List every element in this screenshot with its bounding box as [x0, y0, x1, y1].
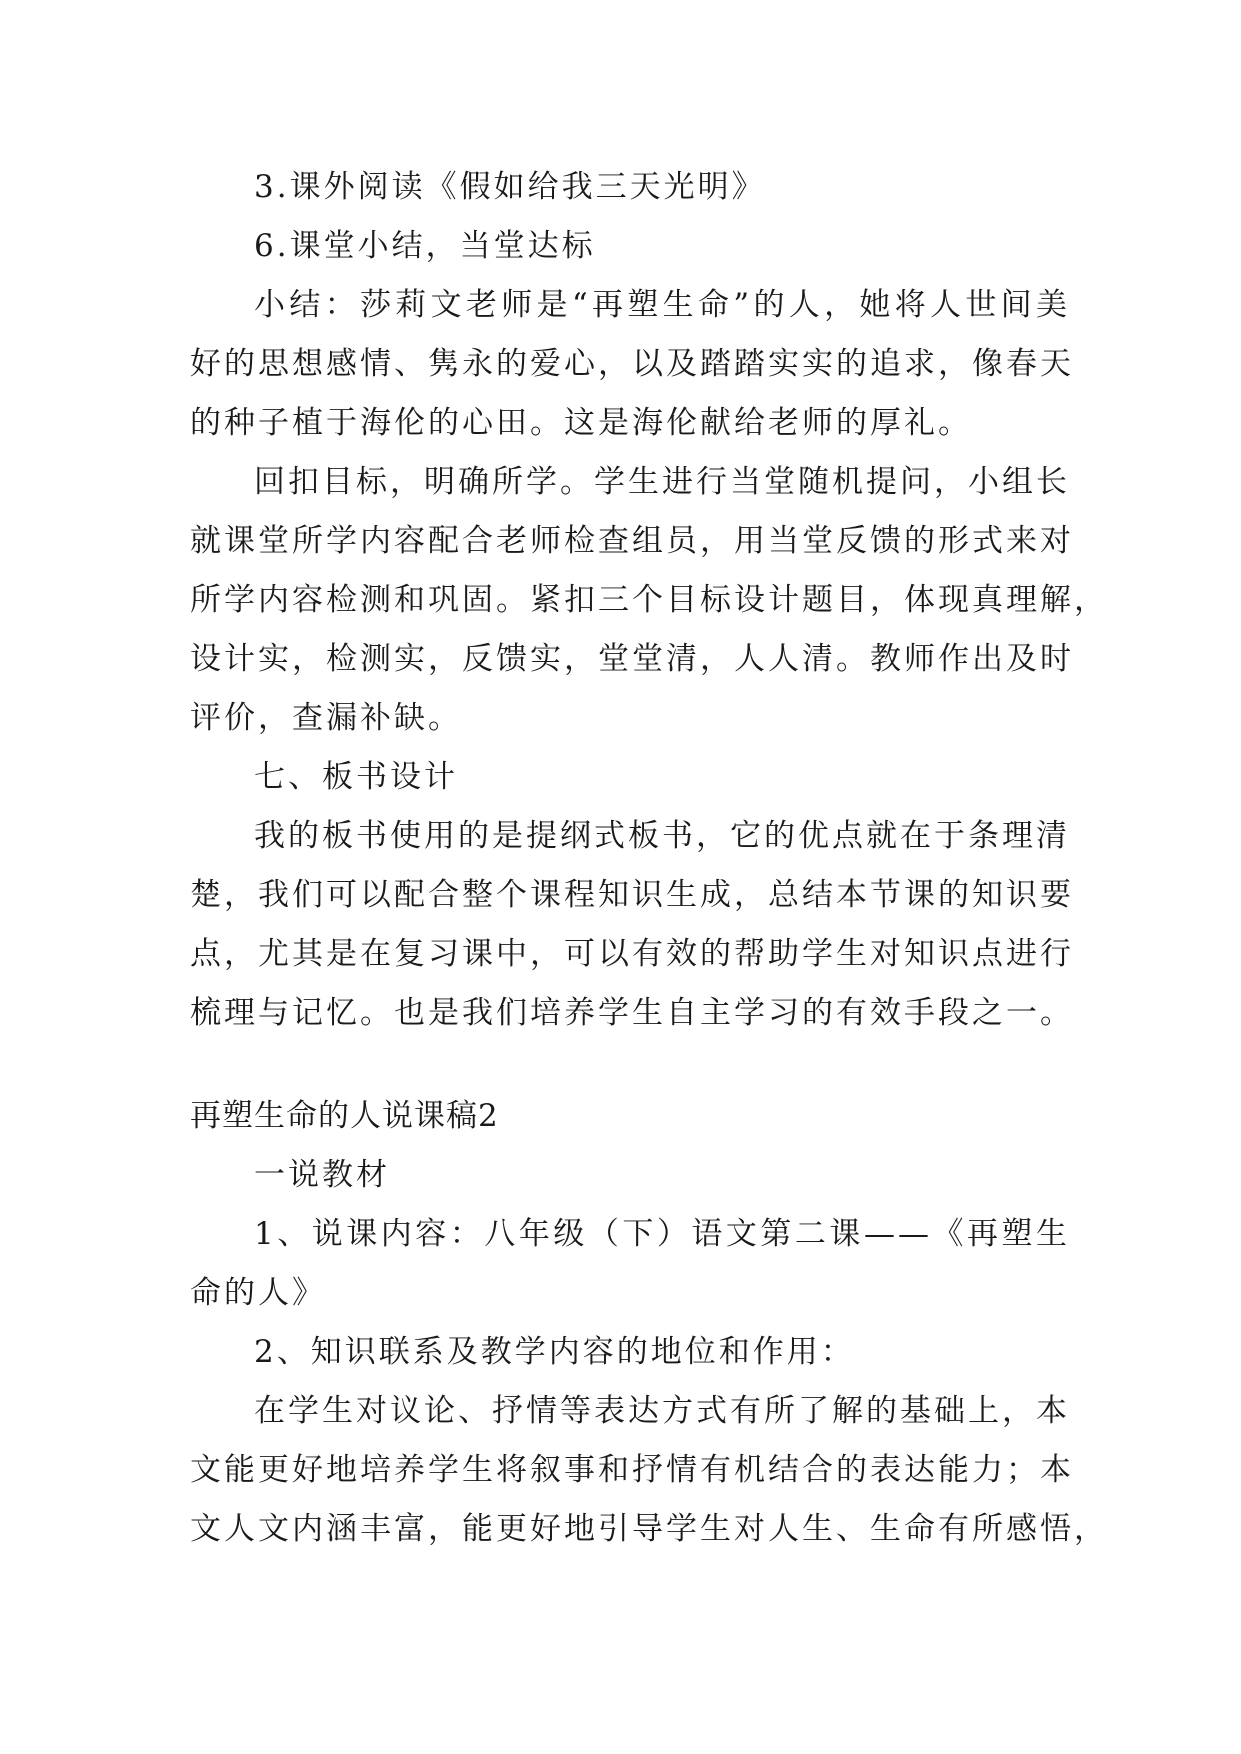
text-line: 所学内容检测和巩固。紧扣三个目标设计题目，体现真理解，	[190, 582, 1108, 618]
text-line: 小结：莎莉文老师是“再塑生命”的人，她将人世间美	[254, 287, 1070, 323]
document-title: 再塑生命的人说课稿2	[190, 1098, 499, 1134]
text-line: 评价，查漏补缺。	[190, 700, 462, 736]
text-line: 我的板书使用的是提纲式板书，它的优点就在于条理清	[254, 818, 1070, 854]
section-heading: 一说教材	[254, 1157, 390, 1193]
text-line: 6.课堂小结，当堂达标	[254, 228, 596, 264]
text-line: 梳理与记忆。也是我们培养学生自主学习的有效手段之一。	[190, 995, 1074, 1031]
text-line: 回扣目标，明确所学。学生进行当堂随机提问，小组长	[254, 464, 1070, 500]
text-line: 文人文内涵丰富，能更好地引导学生对人生、生命有所感悟，	[190, 1511, 1108, 1547]
text-line: 在学生对议论、抒情等表达方式有所了解的基础上，本	[254, 1393, 1070, 1429]
text-line: 的种子植于海伦的心田。这是海伦献给老师的厚礼。	[190, 405, 972, 441]
text-line: 楚，我们可以配合整个课程知识生成，总结本节课的知识要	[190, 877, 1074, 913]
text-line: 2、知识联系及教学内容的地位和作用：	[254, 1334, 855, 1370]
text-line: 设计实，检测实，反馈实，堂堂清，人人清。教师作出及时	[190, 641, 1074, 677]
text-line: 3.课外阅读《假如给我三天光明》	[254, 169, 766, 205]
text-line: 命的人》	[190, 1275, 326, 1311]
text-line: 就课堂所学内容配合老师检查组员，用当堂反馈的形式来对	[190, 523, 1074, 559]
text-line: 文能更好地培养学生将叙事和抒情有机结合的表达能力；本	[190, 1452, 1074, 1488]
text-line: 点，尤其是在复习课中，可以有效的帮助学生对知识点进行	[190, 936, 1074, 972]
section-heading: 七、板书设计	[254, 759, 458, 795]
text-line: 好的思想感情、隽永的爱心，以及踏踏实实的追求，像春天	[190, 346, 1074, 382]
text-line: 1、说课内容：八年级（下）语文第二课——《再塑生	[254, 1216, 1070, 1252]
